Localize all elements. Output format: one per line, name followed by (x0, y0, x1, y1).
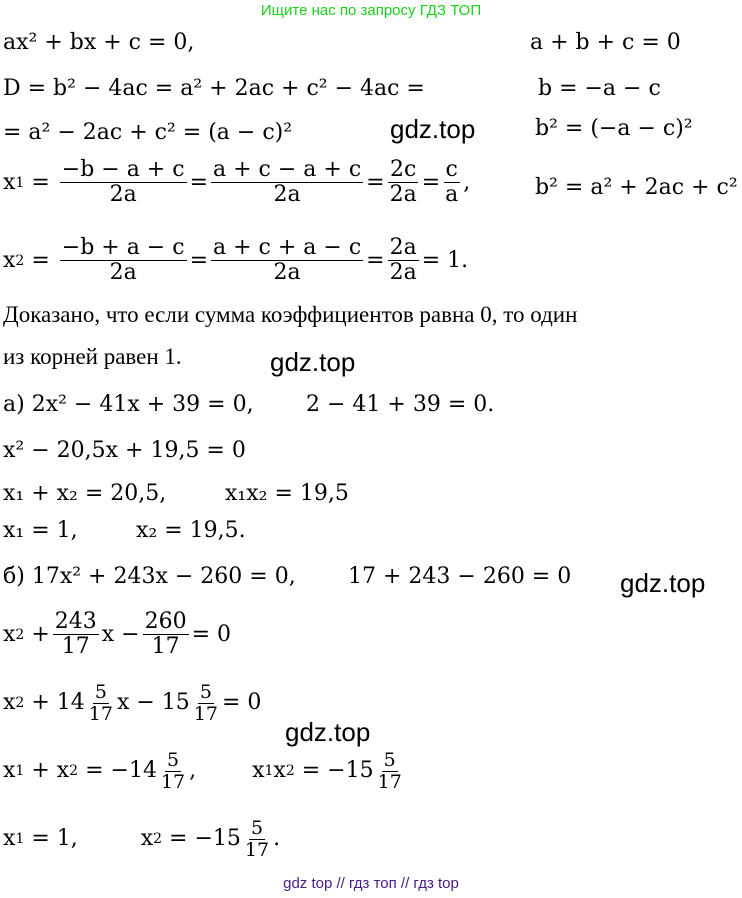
b5-frac-num: 5 (250, 817, 264, 839)
footer-banner: gdz top // гдз топ // гдз top (283, 875, 459, 892)
equation-b-squared: b² = (−a − c)² (535, 116, 693, 141)
b2-frac1-num: 243 (54, 609, 97, 634)
part-a-equation: а) 2x² − 41x + 39 = 0, (3, 392, 254, 417)
x1-frac3-num: 2c (389, 157, 417, 182)
b4-frac2-den: 17 (377, 770, 402, 793)
b2-frac2-num: 260 (144, 609, 187, 634)
b3-whole1: 14 (56, 690, 85, 716)
part-b-mixed-equation: x 2 + 14 $\frac{5}{17}$ x − 15 $\frac{5}{17}$ = 0 (3, 681, 262, 725)
header-banner: Ищите нас по запросу ГДЗ ТОП (260, 2, 482, 19)
x2-frac3-den: 2a (389, 260, 417, 286)
watermark: gdz.top (390, 114, 476, 144)
x2-result: = 1. (421, 247, 469, 273)
proof-text-line1: Доказано, что если сумма коэффициентов равна 0, то один (3, 302, 578, 327)
b3-frac1-den: 17 (88, 702, 113, 725)
x1-frac1-den: 2a (109, 182, 137, 208)
x1-frac2-den: 2a (273, 182, 301, 208)
watermark: gdz.top (620, 568, 706, 598)
b5-whole: 15 (212, 826, 241, 852)
b4-frac1-num: 5 (167, 749, 180, 771)
equation-x2: x 2 = $\frac{-b + a - c}{2a}$ = $\frac{a + c + a - c}{2a}$ = $\frac{2a}{2a}$ = 1. (3, 235, 469, 286)
equation-general: ax² + bx + c = 0, (3, 30, 195, 55)
b4-frac1-den: 17 (160, 770, 186, 793)
part-b-equation: б) 17x² + 243x − 260 = 0, (3, 564, 296, 589)
equation-sum-condition: a + b + c = 0 (530, 30, 681, 55)
x2-frac1-num: −b + a − c (61, 235, 185, 260)
part-b-reduced-equation: x 2 + $\frac{243}{17}$ x − $\frac{260}{17}$ = 0 (3, 609, 232, 660)
equation-b-expression: b = −a − c (538, 76, 661, 101)
x1-frac4-den: a (445, 182, 459, 208)
watermark: gdz.top (285, 717, 371, 747)
part-a-coefficient-sum: 2 − 41 + 39 = 0. (306, 392, 495, 417)
x2-frac2-den: 2a (273, 260, 301, 286)
x1-frac1-num: −b − a + c (61, 157, 185, 182)
equation-discriminant-square: = a² − 2ac + c² = (a − c)² (3, 120, 293, 145)
b3-frac1-num: 5 (94, 681, 107, 703)
part-a-vieta-product: x₁x₂ = 19,5 (225, 481, 349, 506)
part-b-vieta: x 1 + x 2 = − 14 $\frac{5}{17}$ , x 1 x 2 = − 15 $\frac{5}{17}$ (3, 749, 402, 793)
x2-frac2-num: a + c + a − c (213, 235, 362, 260)
x2-frac3-num: 2a (389, 235, 417, 260)
equation-x1: x 1 = $\frac{-b - a + c}{2a}$ = $\frac{a + c - a + c}{2a}$ = $\frac{2c}{2a}$ = $\frac{c}{a}$ , (3, 157, 471, 208)
part-a-root1: x₁ = 1, (3, 518, 78, 543)
part-b-roots: x 1 = 1, x 2 = − 15 $\frac{5}{17}$ . (3, 817, 281, 861)
x1-frac2-num: a + c − a + c (213, 157, 362, 182)
b2-frac1-den: 17 (61, 634, 90, 660)
equation-discriminant: D = b² − 4ac = a² + 2ac + c² − 4ac = (3, 76, 425, 101)
x1-frac3-den: 2a (389, 182, 417, 208)
b5-frac-den: 17 (244, 838, 270, 861)
part-a-root2: x₂ = 19,5. (136, 518, 246, 543)
b3-whole2: 15 (161, 690, 190, 716)
x1-frac4-num: c (445, 157, 458, 182)
b2-frac2-den: 17 (151, 634, 180, 660)
b4-frac2-num: 5 (383, 749, 396, 771)
part-a-reduced-equation: x² − 20,5x + 19,5 = 0 (3, 438, 246, 463)
b4-whole2: 15 (345, 758, 374, 784)
watermark: gdz.top (270, 347, 356, 377)
part-b-coefficient-sum: 17 + 243 − 260 = 0 (348, 564, 572, 589)
equation-b-squared-expanded: b² = a² + 2ac + c² (535, 175, 738, 200)
b4-whole1: 14 (128, 758, 157, 784)
x2-frac1-den: 2a (109, 260, 137, 286)
proof-text-line2: из корней равен 1. (3, 344, 182, 369)
part-a-vieta-sum: x₁ + x₂ = 20,5, (3, 481, 167, 506)
b3-frac2-den: 17 (193, 702, 218, 725)
b3-frac2-num: 5 (199, 681, 212, 703)
